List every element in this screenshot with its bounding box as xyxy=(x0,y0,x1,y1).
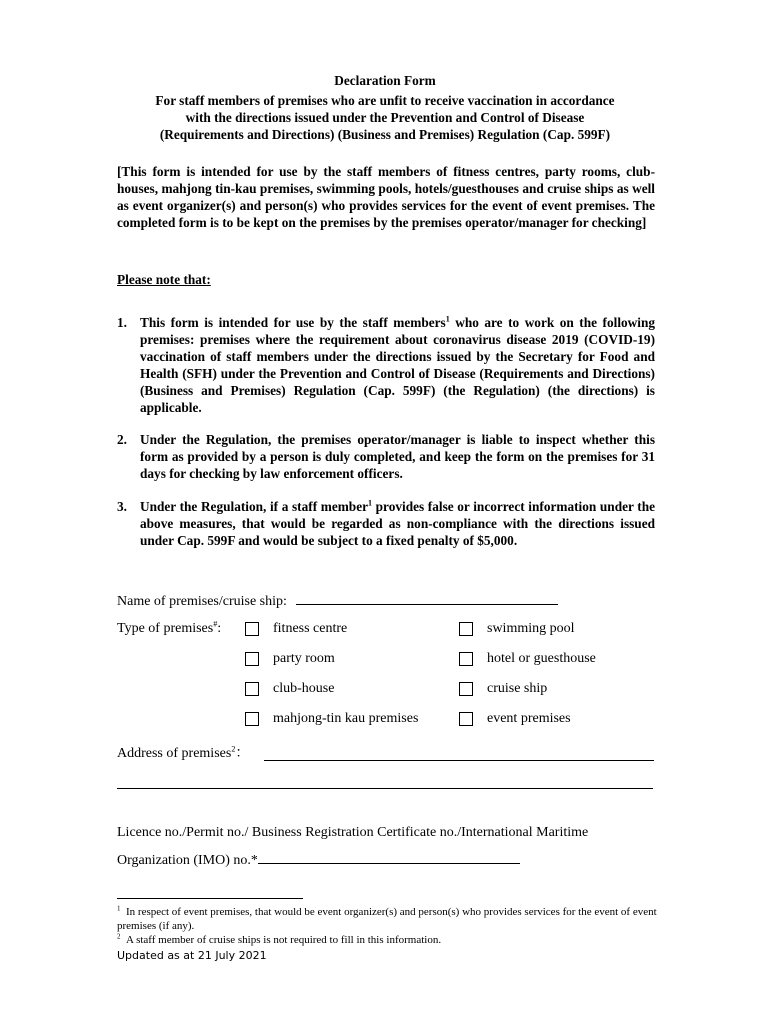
address-colon: ： xyxy=(235,746,250,761)
footnote-divider xyxy=(117,898,303,899)
option-label: club-house xyxy=(273,681,335,696)
notes-heading: Please note that: xyxy=(117,272,211,287)
footnote-2 xyxy=(117,934,657,948)
checkbox[interactable] xyxy=(245,652,259,666)
address-input-line-2[interactable] xyxy=(117,788,653,789)
premises-type-colon: : xyxy=(217,621,222,636)
note-item-1 xyxy=(117,314,655,416)
option-label: cruise ship xyxy=(487,681,548,696)
subtitle-line: For staff members of premises who are unfit to receive vaccination in accordance xyxy=(155,93,615,108)
premises-type-label xyxy=(117,620,221,638)
form-title: Declaration Form xyxy=(334,73,436,88)
option-club-house[interactable] xyxy=(245,680,334,698)
option-party-room[interactable] xyxy=(245,650,335,668)
note-text-part: who are to work on the following premises: premises where the requirement about coronavirus disease 2019 (COVID-19) vaccination of staff members under the directions issued by the Secretary for Food and Health (SFH) under the Prevention and Control of Disease (Requirements and Directions) (Business and Premises) Regulation (Cap. 599F) (the Regulation) (the directions) is applicable. xyxy=(140,315,655,415)
option-swimming-pool[interactable] xyxy=(459,620,575,638)
note-text-part: Under the Regulation, if a staff member xyxy=(140,499,369,514)
note-item-3 xyxy=(117,498,655,549)
note-text xyxy=(140,431,655,482)
option-mahjong-tin-kau[interactable] xyxy=(245,710,418,728)
note-number: 3. xyxy=(117,499,127,514)
premises-name-input-line[interactable] xyxy=(296,590,558,605)
subtitle-line: (Requirements and Directions) (Business and Premises) Regulation (Cap. 599F) xyxy=(159,127,611,142)
checkbox[interactable] xyxy=(245,622,259,636)
form-subtitle xyxy=(100,92,670,143)
checkbox[interactable] xyxy=(459,682,473,696)
option-event-premises[interactable] xyxy=(459,710,571,728)
checkbox[interactable] xyxy=(245,712,259,726)
option-fitness-centre[interactable] xyxy=(245,620,347,638)
option-label: mahjong-tin kau premises xyxy=(273,711,419,726)
footnote-text: In respect of event premises, that would be event organizer(s) and person(s) who provides services for the event of event premises (if any). xyxy=(117,906,657,932)
premises-name-label: Name of premises/cruise ship: xyxy=(117,594,287,609)
note-text xyxy=(140,498,655,549)
footnote-ref: 1 xyxy=(368,498,373,508)
checkbox[interactable] xyxy=(459,622,473,636)
note-text xyxy=(140,314,655,416)
premises-type-label-text: Type of premises xyxy=(117,621,214,636)
checkbox[interactable] xyxy=(459,712,473,726)
licence-label-line-2: Organization (IMO) no.* xyxy=(117,853,258,868)
option-label: event premises xyxy=(487,711,571,726)
footnote-text: A staff member of cruise ships is not required to fill in this information. xyxy=(126,934,442,946)
footnote-ref: 2 xyxy=(231,744,236,754)
option-label: fitness centre xyxy=(273,621,348,636)
licence-input-line[interactable] xyxy=(258,849,520,864)
footnote-1 xyxy=(117,906,657,933)
option-label: swimming pool xyxy=(487,621,575,636)
note-number: 1. xyxy=(117,315,127,330)
note-item-2 xyxy=(117,431,655,482)
footnote-ref: 1 xyxy=(445,314,450,324)
option-hotel-or-guesthouse[interactable] xyxy=(459,650,596,668)
option-label: party room xyxy=(273,651,335,666)
footnote-mark: 2 xyxy=(117,932,121,941)
premises-name-row xyxy=(117,590,558,611)
note-text-part: Under the Regulation, the premises operator/manager is liable to inspect whether this form as provided by a person is duly completed, and keep the form on the premises for 31 days for checking by law enforcement officers. xyxy=(140,432,655,481)
note-number: 2. xyxy=(117,432,127,447)
checkbox[interactable] xyxy=(245,682,259,696)
footnote-mark: 1 xyxy=(117,904,121,913)
note-text-part: This form is intended for use by the staff members xyxy=(140,315,446,330)
licence-label-line-1: Licence no./Permit no./ Business Registration Certificate no./International Maritime xyxy=(117,825,589,840)
licence-row xyxy=(117,849,520,870)
checkbox[interactable] xyxy=(459,652,473,666)
address-label xyxy=(117,745,249,763)
address-input-line-1[interactable] xyxy=(264,760,654,761)
intro-paragraph: [This form is intended for use by the staff members of fitness centres, party rooms, club-houses, mahjong tin-kau premises, swimming pools, hotels/guesthouses and cruise ships as well as event organizer(s) and person(s) who provides services for the event of event premises. The completed form is to be kept on the premises by the premises operator/manager for checking] xyxy=(117,164,655,230)
footnote-ref: # xyxy=(213,619,218,629)
note-text-part: provides false or incorrect information under the above measures, that would be regarded as non-compliance with the directions issued under Cap. 599F and would be subject to a fixed penalty of $5,000. xyxy=(140,499,656,548)
option-label: hotel or guesthouse xyxy=(487,651,596,666)
subtitle-line: with the directions issued under the Prevention and Control of Disease xyxy=(185,110,585,125)
address-label-text: Address of premises xyxy=(117,746,232,761)
updated-date: Updated as at 21 July 2021 xyxy=(117,949,267,962)
option-cruise-ship[interactable] xyxy=(459,680,547,698)
